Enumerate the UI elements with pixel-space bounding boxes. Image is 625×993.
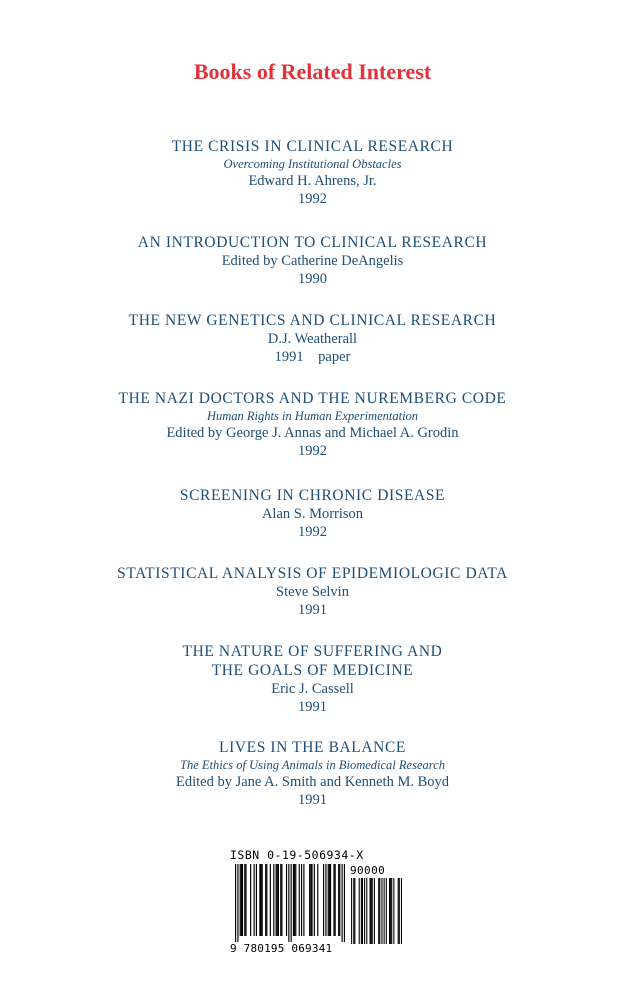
barcode-bar: [398, 878, 399, 944]
book-entry: [0, 486, 625, 541]
barcode-bar: [311, 864, 312, 936]
barcode-bar: [256, 864, 257, 936]
barcode-bar: [276, 864, 277, 936]
barcode-bar: [270, 864, 271, 936]
barcode-bar: [325, 864, 326, 936]
book-year: 1991: [298, 699, 327, 715]
barcode-bar: [338, 864, 339, 936]
book-author: Steve Selvin: [276, 584, 349, 600]
barcode-bar: [281, 864, 282, 936]
barcode-bar: [344, 864, 345, 942]
barcode-bar: [259, 864, 260, 936]
barcode-bar: [242, 864, 243, 936]
book-entry: [0, 642, 625, 716]
barcode-bar: [366, 878, 367, 944]
barcode-bar: [362, 878, 363, 944]
ean-barcode-bars: [235, 864, 345, 944]
book-title: THE CRISIS IN CLINICAL RESEARCH: [171, 138, 454, 155]
book-author: Alan S. Morrison: [261, 506, 364, 522]
barcode-bar: [342, 864, 343, 942]
book-year: 1991 paper: [274, 349, 351, 365]
barcode-bar: [240, 864, 241, 936]
isbn-barcode: [230, 848, 415, 958]
barcode-bar: [241, 864, 242, 936]
barcode-bar: [330, 864, 331, 936]
barcode-bar: [265, 864, 266, 936]
book-title: SCREENING IN CHRONIC DISEASE: [179, 487, 446, 504]
barcode-bar: [361, 878, 362, 944]
book-author: Edited by George J. Annas and Michael A. Grodin: [166, 425, 459, 441]
addon-digits: 90000: [350, 864, 386, 877]
book-subtitle: Human Rights in Human Experimentation: [206, 409, 419, 423]
barcode-bar: [389, 878, 390, 944]
barcode-bar: [399, 878, 400, 944]
barcode-bar: [262, 864, 263, 936]
barcode-bar: [277, 864, 278, 936]
barcode-bar: [401, 878, 402, 944]
book-year: 1990: [298, 271, 327, 287]
barcode-bar: [329, 864, 330, 936]
book-title: LIVES IN THE BALANCE: [219, 739, 406, 756]
barcode-bar: [294, 864, 295, 936]
book-entry: [0, 738, 625, 809]
barcode-bar: [273, 864, 274, 936]
barcode-bar: [299, 864, 300, 936]
barcode-bar: [354, 878, 355, 944]
barcode-bar: [280, 864, 281, 936]
book-subtitle: The Ethics of Using Animals in Biomedical Research: [180, 758, 445, 772]
barcode-bar: [333, 864, 334, 936]
barcode-bar: [288, 864, 289, 942]
barcode-bar: [390, 878, 391, 944]
barcode-bar: [323, 864, 324, 936]
barcode-bar: [359, 878, 360, 944]
book-entry: [0, 137, 625, 208]
barcode-bar: [391, 878, 392, 944]
book-author: Edited by Jane A. Smith and Kenneth M. Boyd: [175, 774, 450, 790]
book-year: 1992: [298, 524, 327, 540]
barcode-bar: [303, 864, 304, 936]
barcode-bar: [379, 878, 380, 944]
book-title-line-2: THE GOALS OF MEDICINE: [211, 662, 414, 679]
barcode-bar: [381, 878, 382, 944]
barcode-bar: [393, 878, 394, 944]
book-entry: [0, 311, 625, 366]
barcode-bar: [351, 878, 352, 944]
book-title: THE NAZI DOCTORS AND THE NUREMBERG CODE: [118, 390, 507, 407]
barcode-bar: [317, 864, 318, 936]
ean-digits: 9 780195 069341: [230, 942, 333, 955]
barcode-bar: [266, 864, 267, 936]
barcode-bar: [244, 864, 245, 936]
barcode-bar: [339, 864, 340, 936]
book-author: D.J. Weatherall: [267, 331, 358, 347]
book-author: Eric J. Cassell: [271, 681, 354, 697]
barcode-bar: [291, 864, 292, 942]
book-year: 1992: [298, 191, 327, 207]
barcode-bar: [384, 878, 385, 944]
book-subtitle: Overcoming Institutional Obstacles: [223, 157, 402, 171]
barcode-bar: [364, 878, 365, 944]
barcode-bar: [245, 864, 246, 936]
book-title: THE NEW GENETICS AND CLINICAL RESEARCH: [128, 312, 497, 329]
book-year: 1992: [298, 443, 327, 459]
barcode-bar: [237, 864, 238, 942]
barcode-bar: [293, 864, 294, 936]
barcode-bar: [278, 864, 279, 936]
isbn-number: ISBN 0-19-506934-X: [230, 848, 364, 862]
barcode-bar: [260, 864, 261, 936]
book-title: STATISTICAL ANALYSIS OF EPIDEMIOLOGIC DATA: [117, 565, 508, 582]
section-heading: Books of Related Interest: [193, 59, 432, 84]
barcode-bar: [250, 864, 251, 936]
book-title: AN INTRODUCTION TO CLINICAL RESEARCH: [137, 234, 488, 251]
barcode-bar: [286, 864, 287, 936]
book-entry: [0, 233, 625, 288]
barcode-bar: [328, 864, 329, 936]
book-author: Edward H. Ahrens, Jr.: [248, 173, 377, 189]
barcode-bar: [370, 878, 371, 944]
barcode-bar: [386, 878, 387, 944]
barcode-bar: [309, 864, 310, 936]
barcode-bar: [295, 864, 296, 936]
barcode-bar: [378, 878, 379, 944]
barcode-bar: [374, 878, 375, 944]
barcode-bar: [310, 864, 311, 936]
barcode-bar: [335, 864, 336, 936]
barcode-bar: [254, 864, 255, 936]
book-author: Edited by Catherine DeAngelis: [221, 253, 404, 269]
book-year: 1991: [298, 602, 327, 618]
barcode-bar: [353, 878, 354, 944]
book-title-line-1: THE NATURE OF SUFFERING AND: [182, 643, 443, 660]
book-entry: [0, 564, 625, 619]
barcode-bar: [235, 864, 236, 942]
book-year: 1991: [298, 792, 327, 808]
book-entry: [0, 389, 625, 460]
barcode-bar: [372, 878, 373, 944]
barcode-bar: [301, 864, 302, 936]
addon-barcode-bars: [350, 878, 402, 944]
barcode-bar: [371, 878, 372, 944]
barcode-bar: [314, 864, 315, 936]
